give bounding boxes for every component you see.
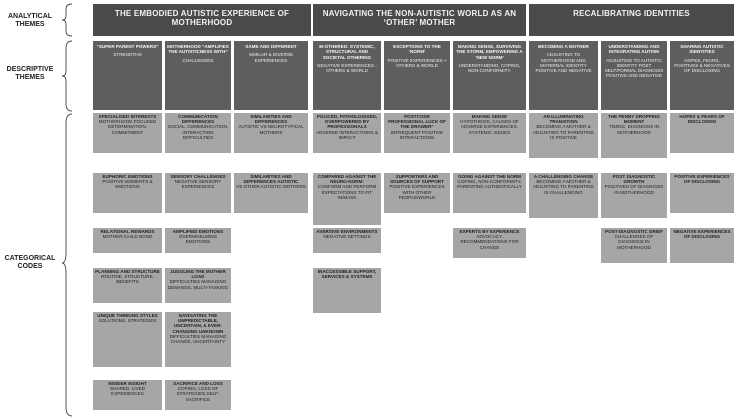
descriptive-theme-title: EXCEPTIONS TO THE ‘NORM’ bbox=[393, 44, 441, 55]
categorical-code-subtitle: TIMING, DIAGNOSIS IN MOTHERHOOD bbox=[608, 124, 660, 135]
categorical-code-subtitle: POSITIVE MOMENTS & EMOTIONS bbox=[102, 179, 153, 190]
categorical-code bbox=[93, 380, 162, 410]
categorical-code-subtitle: NEGATIVE SETTINGS bbox=[323, 234, 371, 240]
categorical-code-subtitle: POSITIVES OF DIAGNOSIS IN MOTHERHOOD bbox=[604, 184, 664, 195]
categorical-code-subtitle: SHARED, LIVED EXPERIENCES bbox=[110, 386, 145, 397]
categorical-code-subtitle: BECOMING A MOTHER & ADJUSTING TO PARENTING IS POSITIVE bbox=[532, 124, 595, 140]
categorical-code-title: POSITIVE EXPERIENCES OF DISCLOSING bbox=[674, 174, 730, 185]
categorical-code bbox=[670, 228, 734, 263]
categorical-code bbox=[601, 113, 667, 158]
categorical-code-title: SIMILARITIES AND DIFFERENCES bbox=[250, 114, 292, 125]
categorical-code-title: EXPERTS BY EXPERIENCE bbox=[459, 229, 520, 234]
categorical-code bbox=[601, 228, 667, 263]
descriptive-theme-4 bbox=[313, 41, 381, 110]
descriptive-theme-subtitle: POSITIVE EXPERIENCES + OTHERS & WORLD bbox=[387, 57, 447, 68]
descriptive-theme-3 bbox=[234, 41, 308, 110]
categorical-code-title: SPECIALISED INTERESTS bbox=[98, 114, 157, 119]
descriptive-theme-7 bbox=[529, 41, 598, 110]
categorical-code bbox=[165, 173, 231, 213]
categorical-code-title: SACRIFICE AND LOSS bbox=[173, 381, 223, 386]
categorical-code bbox=[313, 173, 381, 225]
descriptive-theme-title: UNDERSTANDING AND INTEGRATING AUTISM bbox=[608, 44, 660, 55]
descriptive-theme-title: MOTHERHOOD “AMPLIFIES THE AUTISTICNESS WITH” bbox=[167, 44, 229, 55]
categorical-code-subtitle: MOTHERHOOD FOCUSED DETERMINATION, COMMITMENT bbox=[98, 119, 157, 135]
categorical-code bbox=[453, 173, 526, 213]
descriptive-theme-title: SAME AND DIFFERENT bbox=[245, 44, 297, 49]
categorical-code-title: POSTCODE PROFESSIONAL LUCK OF THE DRAWER” bbox=[388, 114, 446, 130]
categorical-code bbox=[453, 113, 526, 153]
descriptive-theme-title: SHARING AUTISTIC IDENTITIES bbox=[680, 44, 724, 55]
categorical-code-title: SIMILARITIES AND DIFFERENCES AUTISTIC bbox=[243, 174, 299, 185]
categorical-code bbox=[313, 268, 381, 313]
descriptive-theme-title: BECOMING A MOTHER bbox=[538, 44, 589, 49]
descriptive-theme-subtitle: ADJUSTING TO MOTHERHOOD AND MATERNAL IDENTITY POSITIVE AND NEGATIVE bbox=[535, 52, 592, 74]
descriptive-theme-subtitle: CHALLENGES bbox=[182, 57, 214, 63]
categorical-code-subtitle: INFREQUENT POSITIVE INTERACTIONS bbox=[390, 129, 444, 140]
categorical-code-subtitle: HYPOTHESIS, CAUSES OF ADVERSE EXPERIENCES, SYSTEMIC ISSUES bbox=[460, 119, 519, 135]
categorical-code bbox=[313, 228, 381, 253]
categorical-code bbox=[165, 228, 231, 253]
categorical-code-title: JUGGLING THE MOTHER LOAD bbox=[170, 269, 226, 280]
categorical-code-title: AN ILLUMINATING TRANSITION bbox=[543, 114, 584, 125]
descriptive-theme-5 bbox=[384, 41, 450, 110]
categorical-code-title: UNIQUE THINKING STYLES bbox=[97, 313, 158, 318]
categorical-code-title: AMPLIFIED EMOTIONS bbox=[172, 229, 224, 234]
categorical-code bbox=[93, 268, 162, 303]
categorical-code-title: COMPARED AGAINST THE NEURO-NORM: bbox=[317, 174, 377, 185]
categorical-code-title: POST DIAGNOSTIC GROWTH bbox=[612, 174, 656, 185]
categorical-code-title: POST-DIAGNOSTIC GRIEF bbox=[605, 229, 663, 234]
descriptive-theme-8 bbox=[601, 41, 667, 110]
descriptive-theme-subtitle: SIMILAR & DIVERSE EXPERIENCES bbox=[248, 52, 294, 63]
descriptive-theme-subtitle: UNDERSTANDING, COPING, NON-CONFORMITY, bbox=[458, 62, 521, 74]
categorical-code-subtitle: DIFFICULTIES MANAGING CHANGE, UNCERTAINTY bbox=[169, 333, 227, 345]
descriptive-theme-9 bbox=[670, 41, 734, 110]
categorical-code-subtitle: ROUTINE, STRUCTURE, BENEFITS bbox=[101, 274, 154, 285]
descriptive-theme-subtitle: STRENGTHS bbox=[113, 52, 142, 58]
descriptive-theme-subtitle: HOPES, FEARS, POSITIVES & NEGATIVES OF DISCLOSING bbox=[674, 57, 730, 74]
categorical-code-subtitle: CHALLENGES OF DIAGNOSIS IN MOTHERHOOD bbox=[614, 234, 654, 250]
categorical-code bbox=[670, 173, 734, 213]
analytical-theme-3: RECALIBRATING IDENTITIES bbox=[529, 4, 734, 36]
categorical-code-subtitle: DIFFICULTIES MANAGING DEMANDS, MULTI-TASKING bbox=[167, 279, 229, 290]
descriptive-theme-1 bbox=[93, 41, 162, 110]
categorical-code-title: SENSORY CHALLENGES bbox=[170, 174, 226, 179]
categorical-code-title: SUPPORTERS AND SOURCES OF SUPPORT bbox=[390, 174, 444, 185]
categorical-code bbox=[529, 113, 598, 158]
categorical-code-title: INSIDER INSIGHT bbox=[108, 381, 147, 386]
categorical-code bbox=[384, 113, 450, 153]
categorical-code bbox=[453, 228, 526, 258]
categorical-code bbox=[234, 173, 308, 213]
categorical-code bbox=[165, 113, 231, 153]
brace-descriptive bbox=[60, 40, 74, 112]
descriptive-theme-title: MAKING SENSE, SURVIVING THE STORM, EMPOWERING A ‘NEW NORM’ bbox=[456, 44, 523, 60]
categorical-code bbox=[234, 113, 308, 153]
categorical-code-subtitle: SOCIAL, COMMUNICATION, INTERACTION DIFFICULTIES bbox=[167, 124, 229, 140]
categorical-code bbox=[313, 113, 381, 153]
brace-categorical bbox=[60, 113, 74, 417]
descriptive-theme-subtitle: NEGATIVE EXPERIENCES - OTHERS & WORLD bbox=[317, 62, 377, 74]
categorical-code bbox=[93, 312, 162, 367]
categorical-code-title: COMMUNICATION DIFFERENCES bbox=[178, 114, 218, 125]
descriptive-theme-title: “SUPER PARENT POWERS” bbox=[96, 44, 159, 49]
categorical-code-subtitle: CONFORM AND PERFORM EXPECTATIONS TO FIT IN/MASK bbox=[317, 184, 377, 200]
categorical-code-subtitle: OVERWHELMING EMOTIONS bbox=[178, 234, 218, 245]
categorical-code bbox=[93, 228, 162, 253]
categorical-code-subtitle: COPING, NON-CONFORMITY, PARENTING AUTHENTICALLY bbox=[457, 179, 522, 190]
categorical-code-title: GOING AGAINST THE NORM bbox=[458, 174, 521, 179]
categorical-code-subtitle: POSITIVE EXPERIENCES WITH OTHER PEOPLE/WORLD bbox=[389, 184, 445, 200]
categorical-code-subtitle: COPING, LOSS OF STRATEGIES,SELF-SACRIFICE bbox=[176, 386, 220, 402]
categorical-code bbox=[165, 312, 231, 367]
categorical-code-title: A CHALLENGING CHANGE bbox=[533, 174, 594, 179]
categorical-code-title: POLICED, PATHOLOGISED, OVERPOWERED BY PROFESSIONALS bbox=[316, 114, 378, 130]
categorical-code-title: HOPES & FEARS OF DISCLOSING bbox=[679, 114, 725, 125]
categorical-code-title: AVERSIVE ENVIRONMENTS bbox=[316, 229, 378, 234]
categorical-code-subtitle: ADVERSE INTERACTIONS & IMPACT bbox=[316, 129, 378, 140]
categorical-code-title: NEGATIVE EXPERIENCES OF DISCLOSING bbox=[673, 229, 731, 240]
categorical-code-title: THE PENNY DROPPING MOMENT bbox=[608, 114, 660, 125]
categorical-code bbox=[93, 173, 162, 213]
categorical-code bbox=[165, 268, 231, 303]
categorical-code-title: MAKING SENSE bbox=[471, 114, 508, 119]
brace-analytical bbox=[60, 3, 74, 37]
categorical-code-subtitle: SOLUTIONS, STRATEGIES bbox=[98, 318, 157, 324]
categorical-code-subtitle: MOTHER-CHILD BOND bbox=[102, 234, 153, 240]
categorical-code-subtitle: BECOMING A MOTHER & ADJUSTING TO PARENTING IS CHALLENGING bbox=[532, 179, 595, 195]
categorical-code-subtitle: ADVOCACY, RECOMMENDATIONS FOR CHANGE bbox=[460, 234, 519, 250]
categorical-code bbox=[165, 380, 231, 410]
categorical-code-subtitle: NEGATIVE SENSORY EXPERIENCES bbox=[174, 179, 222, 190]
analytical-theme-2: NAVIGATING THE NON-AUTISTIC WORLD AS AN ‘OTHER’ MOTHER bbox=[313, 4, 526, 36]
categorical-code bbox=[670, 113, 734, 153]
categorical-code-title: NAVIGATING THE UNPREDICTABLE, UNCERTAIN, & EVER-CHANGING UNKNOWN bbox=[172, 313, 224, 334]
descriptive-themes-label: DESCRIPTIVE THEMES bbox=[6, 66, 54, 81]
analytical-theme-1: THE EMBODIED AUTISTIC EXPERIENCE OF MOTHERHOOD bbox=[93, 4, 311, 36]
categorical-codes-label: CATEGORICAL CODES bbox=[4, 255, 56, 270]
descriptive-theme-title: M-OTHERED: SYSTEMIC, STRUCTURAL AND SOCIETAL OTHERING bbox=[319, 44, 375, 60]
descriptive-theme-2 bbox=[165, 41, 231, 110]
analytical-themes-label: ANALYTICAL THEMES bbox=[7, 13, 53, 28]
categorical-code-subtitle: VS OTHER AUTISTIC MOTHERS bbox=[236, 184, 306, 190]
categorical-code-title: PLANNING AND STRUCTURE bbox=[95, 269, 160, 274]
categorical-code-title: RELATIONAL REWARDS bbox=[100, 229, 155, 234]
descriptive-theme-subtitle: ADJUSTING TO AUTISTIC IDENTITY POST SELF/FORMAL DIAGNOSIS POSITIVE AND NEGATIVE bbox=[604, 57, 664, 79]
categorical-code bbox=[384, 173, 450, 213]
categorical-code-subtitle: AUTISTIC VS NEUROTYPICAL MOTHERS bbox=[238, 124, 304, 135]
categorical-code bbox=[529, 173, 598, 218]
categorical-code bbox=[93, 113, 162, 153]
categorical-code bbox=[601, 173, 667, 218]
categorical-code-title: EUPHORIC EMOTIONS bbox=[102, 174, 153, 179]
descriptive-theme-6 bbox=[453, 41, 526, 110]
categorical-code-title: INACCESSIBLE SUPPORT, SERVICES & SYSTEMS bbox=[317, 269, 377, 280]
